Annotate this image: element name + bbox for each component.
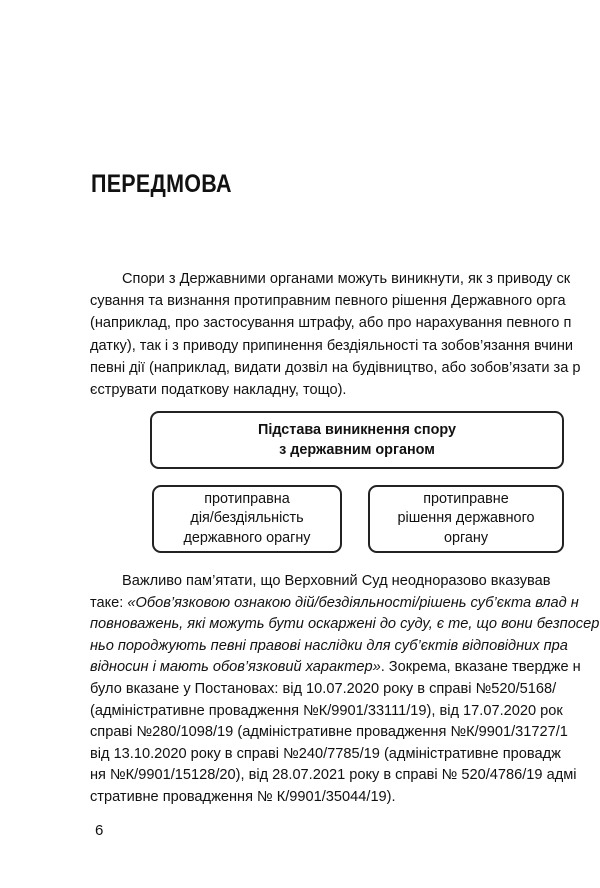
paragraph-line: справі №280/1098/19 (адміністративне провадження №К/9901/31727/1 bbox=[90, 724, 568, 741]
quote-text: повноважень, які можуть бути оскаржені до суду, є те, що вони безпосер bbox=[90, 616, 600, 633]
quote-text: «Обов’язковою ознакою дій/бездіяльності/рішень суб’єкта влад н bbox=[127, 594, 579, 611]
supreme-court-paragraph bbox=[90, 571, 600, 809]
paragraph-line: (адміністративне провадження №К/9901/33111/19), від 17.07.2020 рок bbox=[90, 702, 563, 719]
paragraph-line: певні дії (наприклад, видати дозвіл на будівництво, або зобов’язати за р bbox=[90, 359, 581, 376]
paragraph-line: стративне провадження № К/9901/35044/19). bbox=[90, 788, 396, 805]
paragraph-line: єструвати податкову накладну, тощо). bbox=[90, 381, 347, 398]
paragraph-line: від 13.10.2020 року в справі №240/7785/19 (адміністративне провадж bbox=[90, 745, 561, 762]
paragraph-line bbox=[90, 657, 600, 679]
diagram-left-line: державного орагну bbox=[183, 529, 311, 546]
page-title: ПЕРЕДМОВА bbox=[91, 170, 232, 198]
paragraph-line: ня №К/9901/15128/20), від 28.07.2021 року в справі № 520/4786/19 адмі bbox=[90, 767, 577, 784]
diagram-main-line: Підстава виникнення спору bbox=[258, 422, 456, 438]
text-run: таке: bbox=[90, 594, 128, 611]
paragraph-line: було вказане у Постановах: від 10.07.2020 року в справі №520/5168/ bbox=[90, 680, 557, 697]
diagram-right-line: органу bbox=[443, 529, 489, 546]
paragraph-line: Важливо пам’ятати, що Верховний Суд неодноразово вказував bbox=[122, 573, 551, 589]
diagram-main-box bbox=[150, 411, 564, 469]
intro-paragraph bbox=[90, 268, 600, 401]
page-number: 6 bbox=[95, 822, 104, 839]
diagram-right-line: рішення державного bbox=[397, 510, 535, 527]
diagram-right-line: протиправне bbox=[423, 490, 509, 507]
paragraph-line: датку), так і з приводу припинення бездіяльності та зобов’язання вчини bbox=[90, 337, 574, 354]
diagram-main-line: з державним органом bbox=[279, 442, 435, 458]
paragraph-line: сування та визнання протиправним певного рішення Державного орга bbox=[90, 293, 566, 310]
paragraph-line bbox=[90, 593, 600, 615]
text-run: . Зокрема, вказане твердже н bbox=[380, 659, 581, 676]
paragraph-line: Спори з Державними органами можуть виникнути, як з приводу ск bbox=[122, 271, 571, 287]
quote-text: відносин і мають обов’язковий характер» bbox=[90, 659, 381, 676]
quote-text: ньо породжують певні правові наслідки для суб’єктів відповідних пра bbox=[90, 637, 568, 654]
paragraph-line: (наприклад, про застосування штрафу, або про нарахування певного п bbox=[90, 315, 572, 332]
diagram-left-line: дія/бездіяльність bbox=[190, 510, 304, 527]
diagram-left-box bbox=[152, 485, 342, 553]
diagram-left-line: протиправна bbox=[204, 490, 290, 507]
diagram-right-box bbox=[368, 485, 564, 553]
